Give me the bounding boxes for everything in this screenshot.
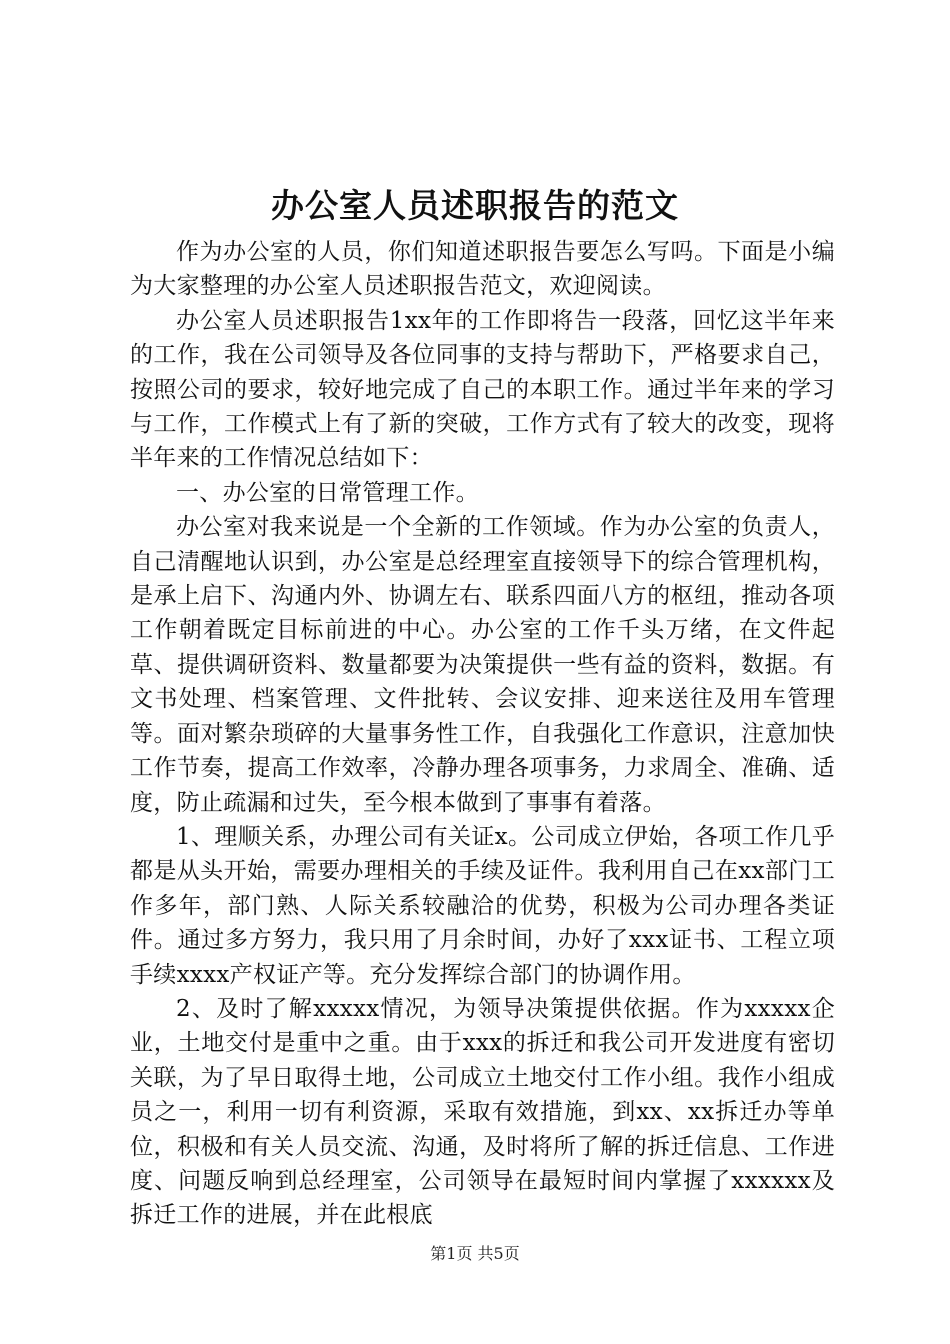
document-title: 办公室人员述职报告的范文 (271, 186, 679, 225)
page-number-footer: 第1页 共5页 (430, 1244, 520, 1263)
paragraph-item-2: 2、及时了解xxxxx情况，为领导决策提供依据。作为xxxxx企业，土地交付是重中之重。由于xxx的拆迁和我公司开发进度有密切关联，为了早日取得土地，公司成立土地交付工作小组。我作小组成员之一，利用一切有利资源，采取有效措施，到xx、xx拆迁办等单位，积极和有关人员交流、沟通，及时将所了解的拆迁信息、工作进度、问题反响到总经理室，公司领导在最短时间内掌握了xxxxxx及拆迁工作的进展，并在此根底 (130, 995, 835, 1229)
paragraph-intro: 作为办公室的人员，你们知道述职报告要怎么写吗。下面是小编为大家整理的办公室人员述职报告范文，欢迎阅读。 (130, 239, 835, 300)
paragraph-office-role: 办公室对我来说是一个全新的工作领域。作为办公室的负责人，自己清醒地认识到，办公室是总经理室直接领导下的综合管理机构，是承上启下、沟通内外、协调左右、联系四面八方的枢纽，推动各项工作朝着既定目标前进的中心。办公室的工作千头万绪，在文件起草、提供调研资料、数量都要为决策提供一些有益的资料，数据。有文书处理、档案管理、文件批转、会议安排、迎来送往及用车管理等。面对繁杂琐碎的大量事务性工作，自我强化工作意识，注意加快工作节奏，提高工作效率，冷静办理各项事务，力求周全、准确、适度，防止疏漏和过失，至今根本做到了事事有着落。 (130, 514, 835, 816)
paragraph-item-1: 1、理顺关系，办理公司有关证x。公司成立伊始，各项工作几乎都是从头开始，需要办理相关的手续及证件。我利用自己在xx部门工作多年，部门熟、人际关系较融洽的优势，积极为公司办理各类证件。通过多方努力，我只用了月余时间，办好了xxx证书、工程立项手续xxxx产权证产等。充分发挥综合部门的协调作用。 (130, 823, 835, 988)
paragraph-overview: 办公室人员述职报告1xx年的工作即将告一段落，回忆这半年来的工作，我在公司领导及各位同事的支持与帮助下，严格要求自己，按照公司的要求，较好地完成了自己的本职工作。通过半年来的学习与工作，工作模式上有了新的突破，工作方式有了较大的改变，现将半年来的工作情况总结如下： (130, 307, 835, 472)
document-body (130, 235, 835, 1233)
section-heading-daily-management: 一、办公室的日常管理工作。 (176, 479, 479, 506)
